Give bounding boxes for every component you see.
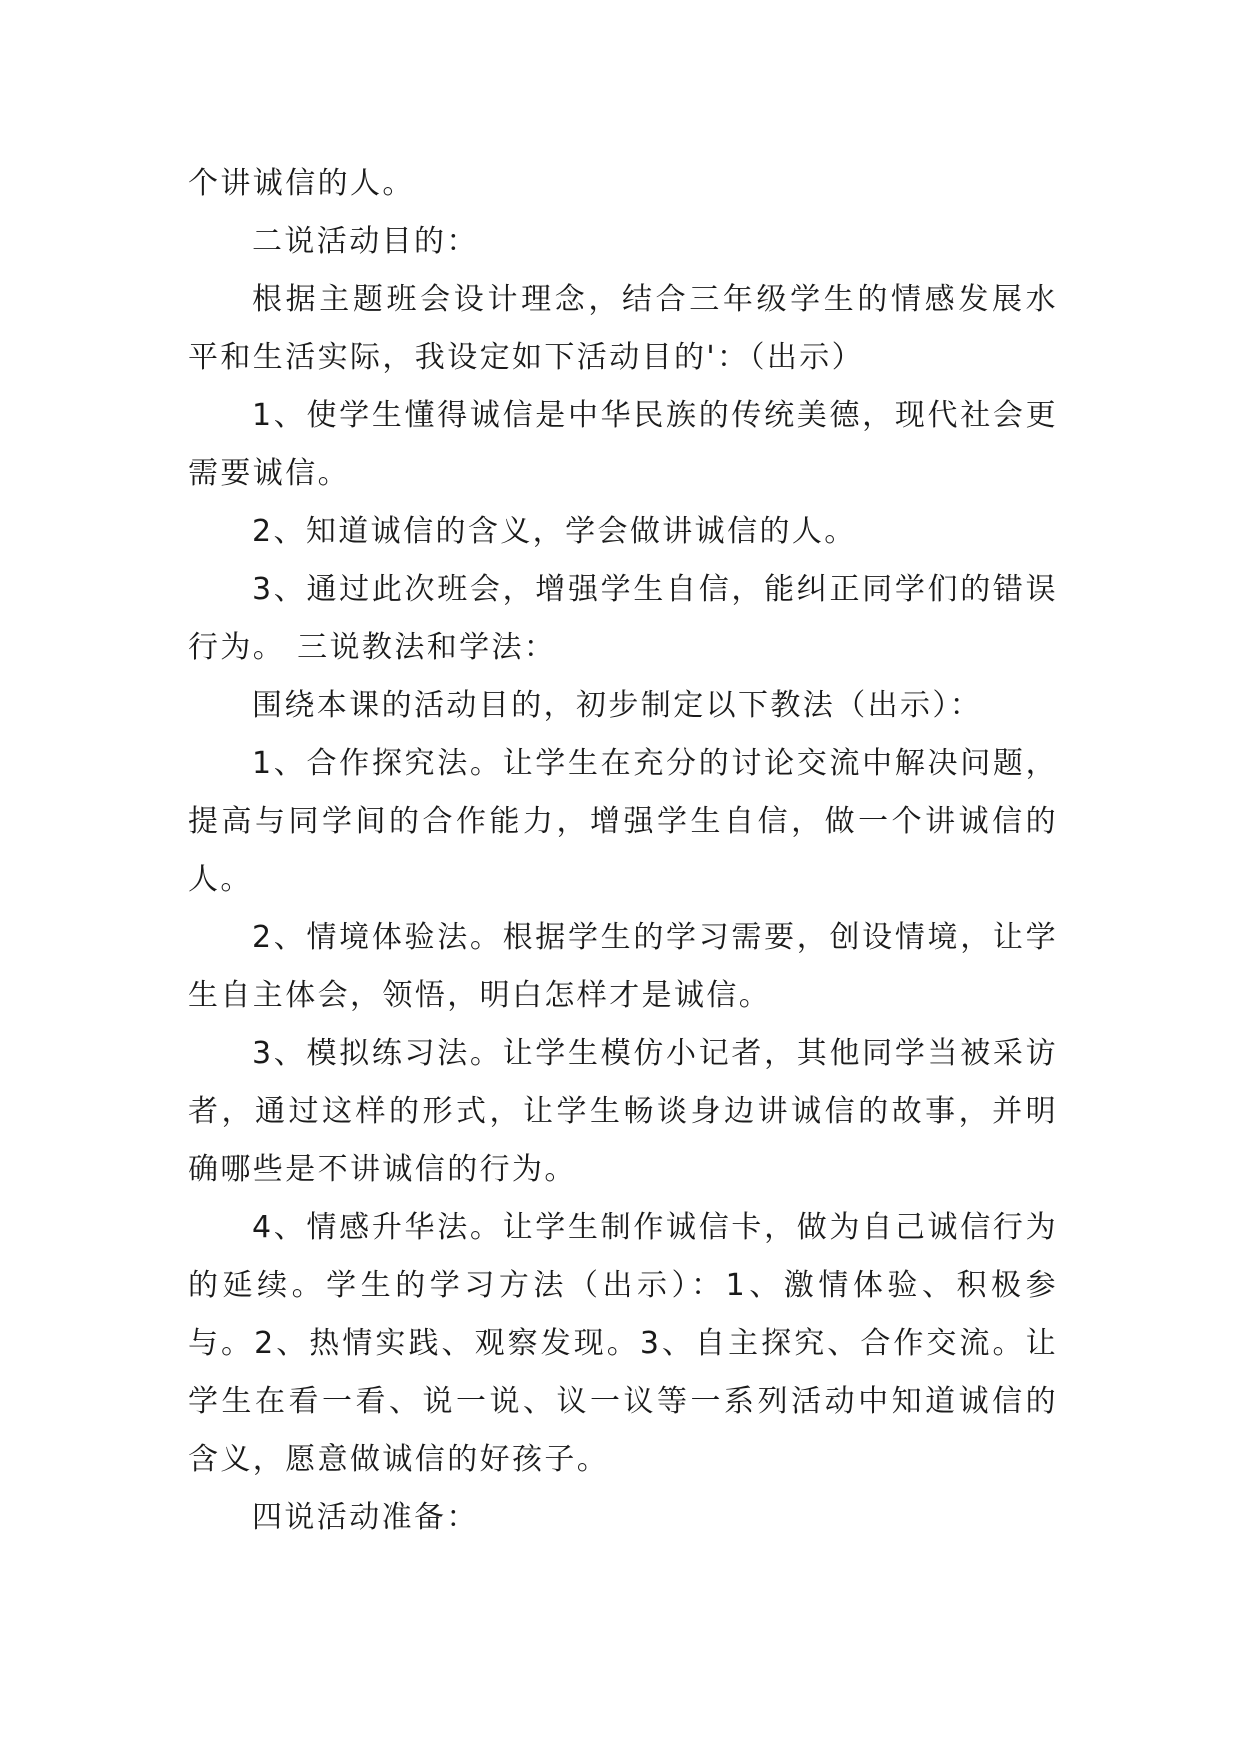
method-item-4: 4、情感升华法。让学生制作诚信卡，做为自己诚信行为的延续。学生的学习方法（出示）：1、激情体验、积极参与。2、热情实践、观察发现。3、自主探究、合作交流。让学生在看一看、说一说、议一议等一系列活动中知道诚信的含义，愿意做诚信的好孩子。 xyxy=(188,1210,1058,1477)
paragraph-goals-intro: 根据主题班会设计理念，结合三年级学生的情感发展水平和生活实际，我设定如下活动目的'：（出示） xyxy=(188,282,1058,375)
paragraph-continuation: 个讲诚信的人。 xyxy=(188,166,415,201)
section-heading-activity-goals: 二说活动目的： xyxy=(252,224,479,259)
section-heading-preparation: 四说活动准备： xyxy=(252,1500,479,1535)
method-item-3: 3、模拟练习法。让学生模仿小记者，其他同学当被采访者，通过这样的形式，让学生畅谈身边讲诚信的故事，并明确哪些是不讲诚信的行为。 xyxy=(188,1036,1058,1187)
method-item-1: 1、合作探究法。让学生在充分的讨论交流中解决问题，提高与同学间的合作能力，增强学生自信，做一个讲诚信的人。 xyxy=(188,746,1058,897)
goal-item-2: 2、知道诚信的含义，学会做讲诚信的人。 xyxy=(252,514,857,549)
goal-item-1: 1、使学生懂得诚信是中华民族的传统美德，现代社会更需要诚信。 xyxy=(188,398,1058,491)
paragraph-methods-intro: 围绕本课的活动目的，初步制定以下教法（出示）： xyxy=(252,688,983,723)
method-item-2: 2、情境体验法。根据学生的学习需要，创设情境，让学生自主体会，领悟，明白怎样才是诚信。 xyxy=(188,920,1058,1013)
document-body xyxy=(188,155,1058,1547)
goal-item-3: 3、通过此次班会，增强学生自信，能纠正同学们的错误行为。 三说教法和学法： xyxy=(188,572,1058,665)
